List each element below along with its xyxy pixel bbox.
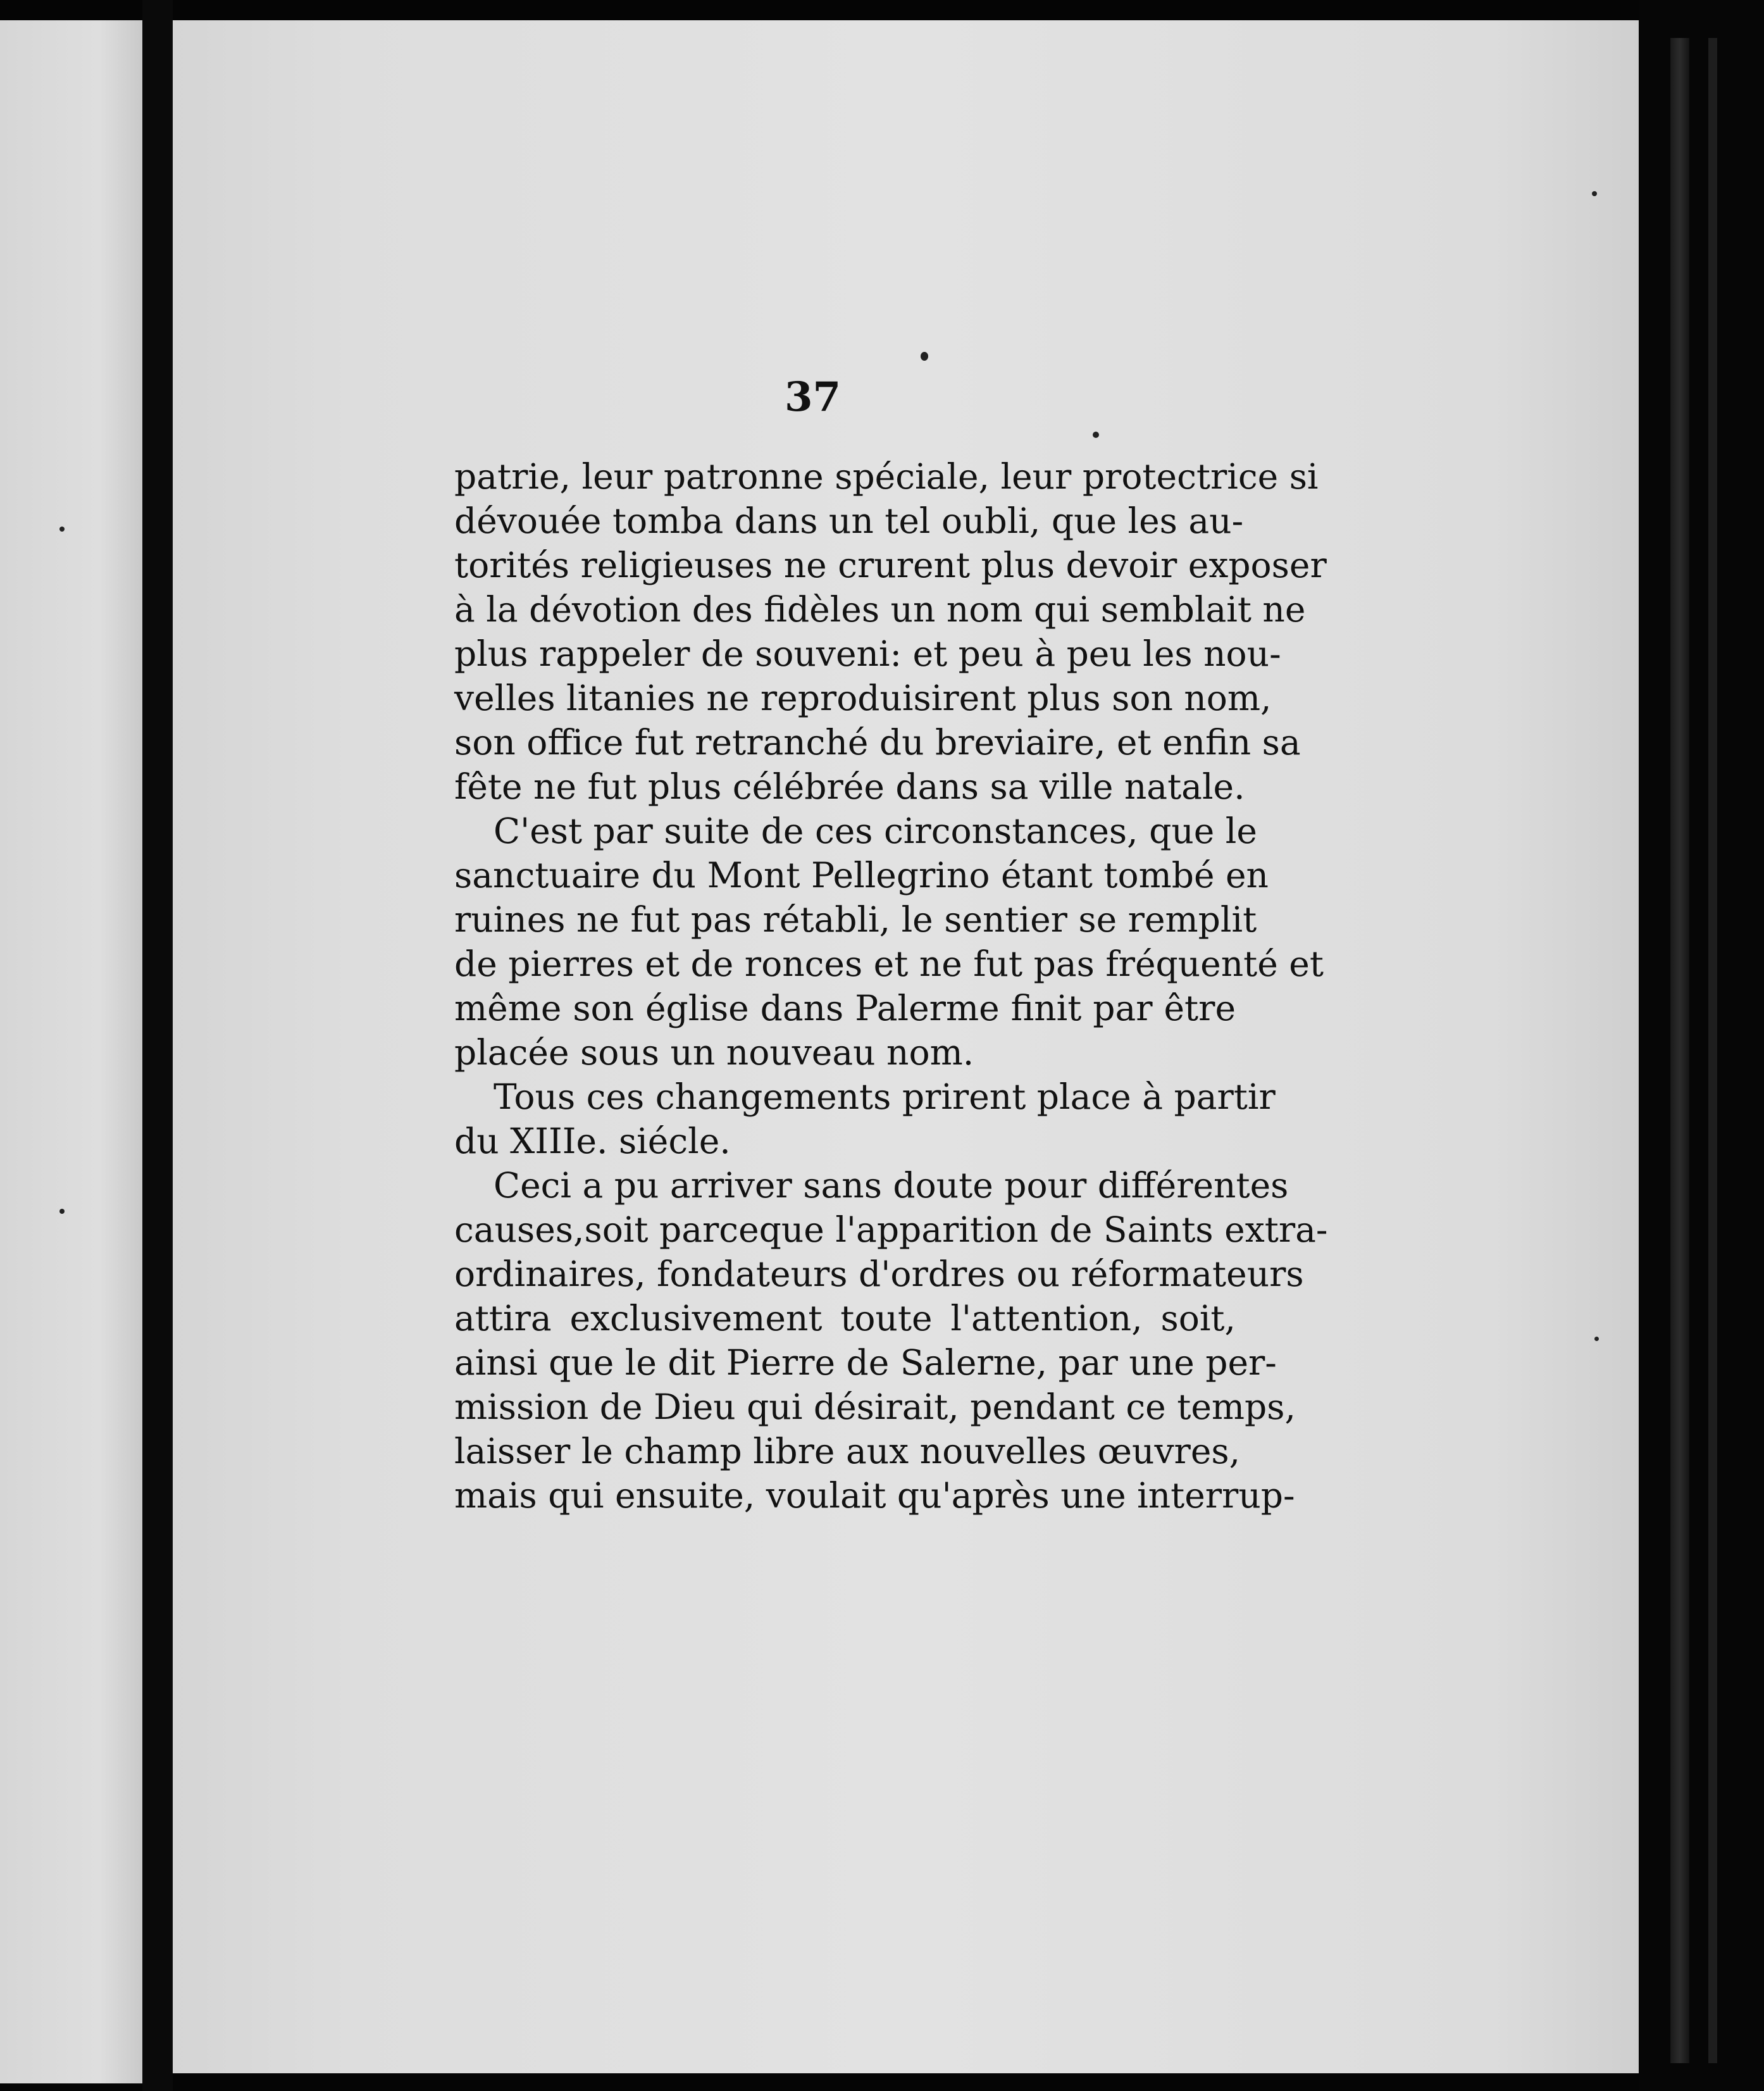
ink-speck — [59, 527, 65, 532]
body-text — [454, 454, 1328, 1518]
ink-speck — [1594, 1337, 1599, 1341]
text-line: torités religieuses ne crurent plus devoir exposer — [454, 545, 1327, 585]
page-number: 37 — [785, 373, 842, 421]
text-line: Ceci a pu arriver sans doute pour différentes — [494, 1165, 1289, 1206]
text-line: mission de Dieu qui désirait, pendant ce temps, — [454, 1387, 1296, 1427]
text-line: velles litanies ne reproduisirent plus son nom, — [454, 678, 1272, 718]
text-line: à la dévotion des fidèles un nom qui semblait ne — [454, 589, 1306, 630]
text-line: ordinaires, fondateurs d'ordres ou réformateurs — [454, 1254, 1304, 1294]
text-line: ruines ne fut pas rétabli, le sentier se remplit — [454, 899, 1257, 940]
text-line: mais qui ensuite, voulait qu'après une interrup- — [454, 1475, 1295, 1516]
text-line: son office fut retranché du breviaire, et enfin sa — [454, 722, 1301, 763]
text-line: sanctuaire du Mont Pellegrino étant tombé en — [454, 855, 1269, 896]
text-line: ainsi que le dit Pierre de Salerne, par une per- — [454, 1342, 1277, 1383]
text-line: dévouée tomba dans un tel oubli, que les au- — [454, 501, 1244, 541]
text-line: laisser le champ libre aux nouvelles œuvres, — [454, 1431, 1241, 1471]
text-line: causes,soit parceque l'apparition de Saints extra- — [454, 1209, 1328, 1250]
page-stack-edge — [1670, 38, 1689, 2063]
scan-border-right — [1639, 0, 1764, 2091]
ink-speck — [1093, 432, 1099, 438]
text-line: placée sous un nouveau nom. — [454, 1032, 974, 1073]
ink-speck — [921, 352, 928, 361]
text-line: patrie, leur patronne spéciale, leur protectrice si — [454, 456, 1319, 497]
text-line: de pierres et de ronces et ne fut pas fréquenté et — [454, 944, 1324, 984]
text-line: attira exclusivement toute l'attention, soit, — [454, 1298, 1236, 1339]
text-line: C'est par suite de ces circonstances, que le — [494, 811, 1257, 851]
facing-page-edge — [0, 20, 142, 2083]
text-line: fête ne fut plus célébrée dans sa ville natale. — [454, 766, 1245, 807]
text-line: Tous ces changements prirent place à partir — [494, 1077, 1276, 1117]
ink-speck — [59, 1209, 65, 1214]
text-line: du XIIIe. siécle. — [454, 1121, 731, 1161]
text-line: même son église dans Palerme finit par être — [454, 988, 1236, 1028]
book-gutter — [142, 0, 173, 2091]
page-stack-edge-inner — [1708, 38, 1717, 2063]
text-line: plus rappeler de souveni: et peu à peu les nou- — [454, 634, 1281, 674]
ink-speck — [1592, 191, 1597, 196]
